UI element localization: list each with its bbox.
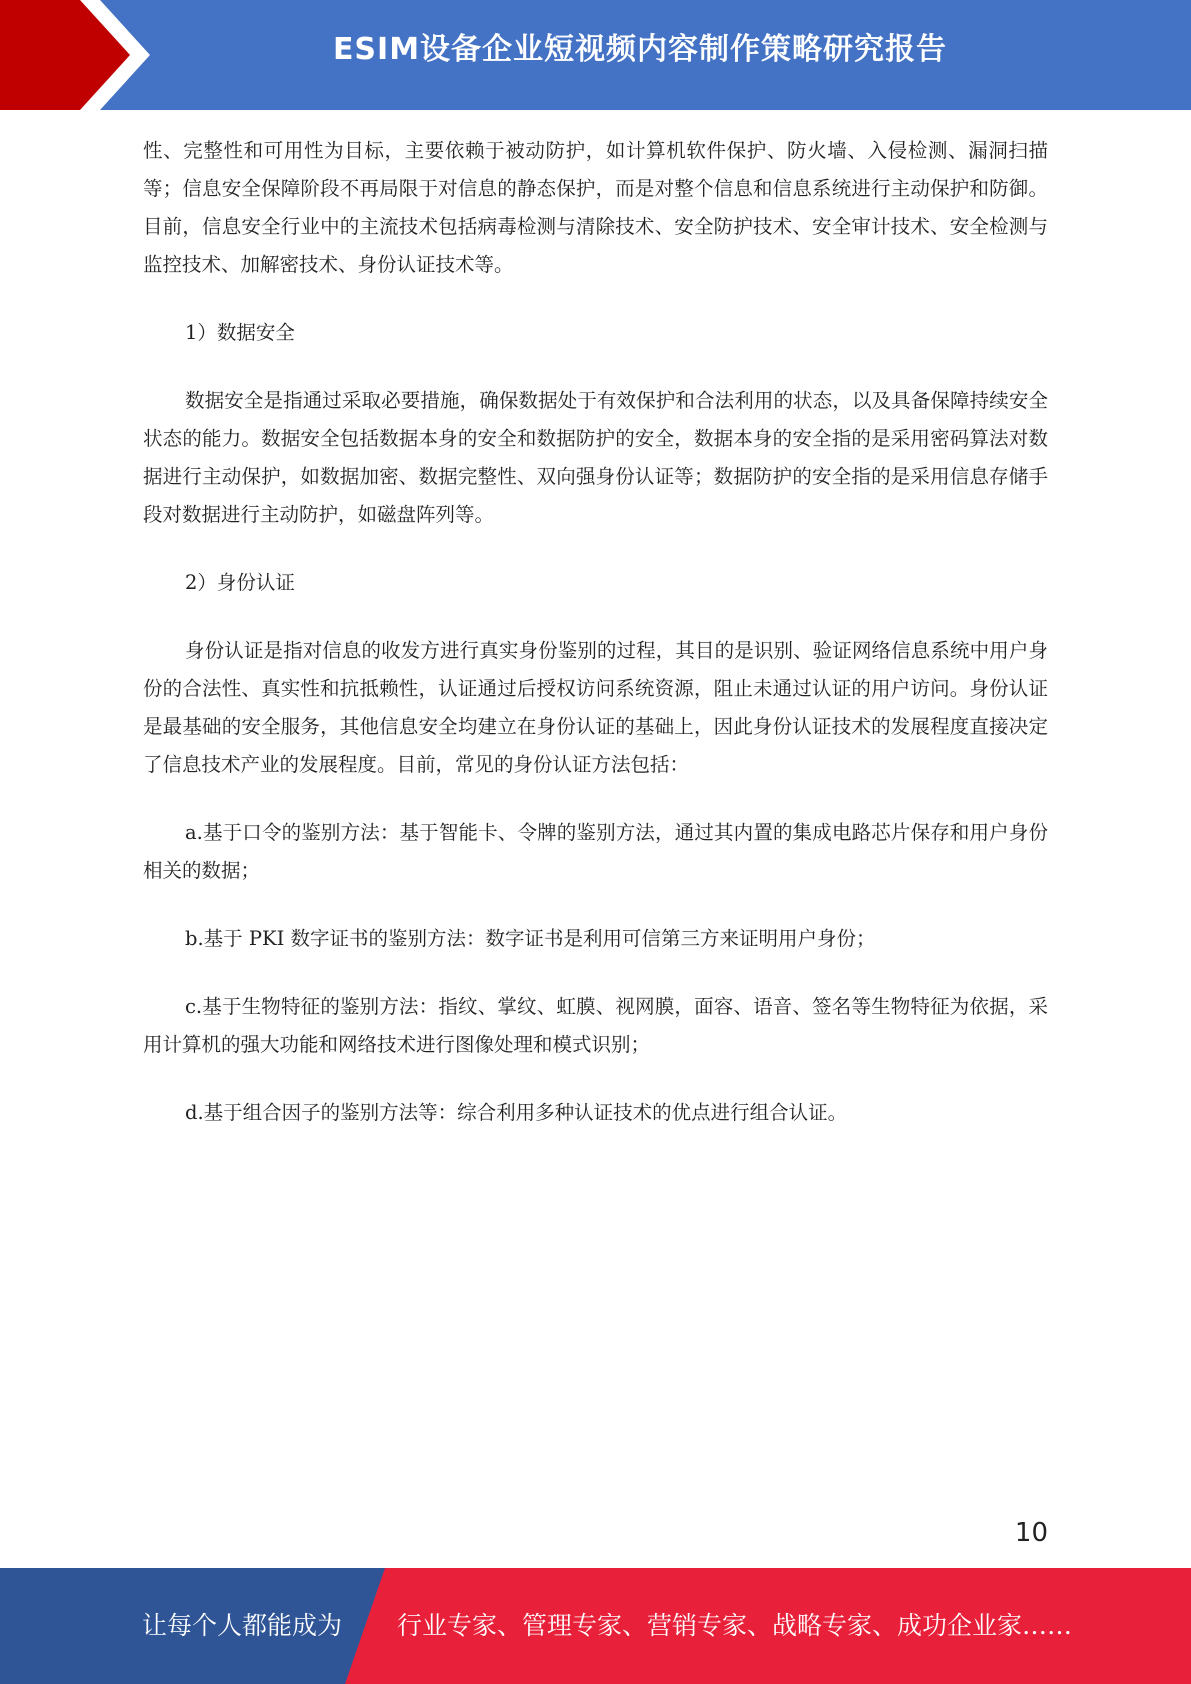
paragraph-data-security: 数据安全是指通过采取必要措施，确保数据处于有效保护和合法利用的状态，以及具备保障持续安全状态的能力。数据安全包括数据本身的安全和数据防护的安全，数据本身的安全指的是采用密码算法对数据进行主动保护，如数据加密、数据完整性、双向强身份认证等；数据防护的安全指的是采用信息存储手段对数据进行主动防护，如磁盘阵列等。 [143, 389, 1048, 526]
page-footer [0, 1568, 1191, 1684]
list-item-a: a.基于口令的鉴别方法：基于智能卡、令牌的鉴别方法，通过其内置的集成电路芯片保存和用户身份相关的数据； [143, 821, 1048, 882]
paragraph-intro: 性、完整性和可用性为目标，主要依赖于被动防护，如计算机软件保护、防火墙、入侵检测、漏洞扫描等；信息安全保障阶段不再局限于对信息的静态保护，而是对整个信息和信息系统进行主动保护和防御。目前，信息安全行业中的主流技术包括病毒检测与清除技术、安全防护技术、安全审计技术、安全检测与监控技术、加解密技术、身份认证技术等。 [143, 139, 1048, 276]
paragraph-identity-auth: 身份认证是指对信息的收发方进行真实身份鉴别的过程，其目的是识别、验证网络信息系统中用户身份的合法性、真实性和抗抵赖性，认证通过后授权访问系统资源，阻止未通过认证的用户访问。身份认证是最基础的安全服务，其他信息安全均建立在身份认证的基础上，因此身份认证技术的发展程度直接决定了信息技术产业的发展程度。目前，常见的身份认证方法包括： [143, 639, 1048, 776]
list-item-d: d.基于组合因子的鉴别方法等：综合利用多种认证技术的优点进行组合认证。 [185, 1101, 848, 1124]
section-heading-identity-auth: 2）身份认证 [185, 571, 295, 594]
section-heading-data-security: 1）数据安全 [185, 321, 295, 344]
list-item-c: c.基于生物特征的鉴别方法：指纹、掌纹、虹膜、视网膜，面容、语音、签名等生物特征为依据，采用计算机的强大功能和网络技术进行图像处理和模式识别； [143, 995, 1048, 1056]
report-title: ESIM设备企业短视频内容制作策略研究报告 [332, 32, 948, 67]
footer-slogan-right: 行业专家、管理专家、营销专家、战略专家、成功企业家…… [397, 1611, 1073, 1640]
page-number: 10 [1014, 1518, 1048, 1548]
footer-slogan-left: 让每个人都能成为 [142, 1611, 343, 1640]
document-body [143, 132, 1048, 1132]
page-header [0, 0, 1191, 110]
list-item-b: b.基于 PKI 数字证书的鉴别方法：数字证书是利用可信第三方来证明用户身份； [185, 927, 876, 950]
